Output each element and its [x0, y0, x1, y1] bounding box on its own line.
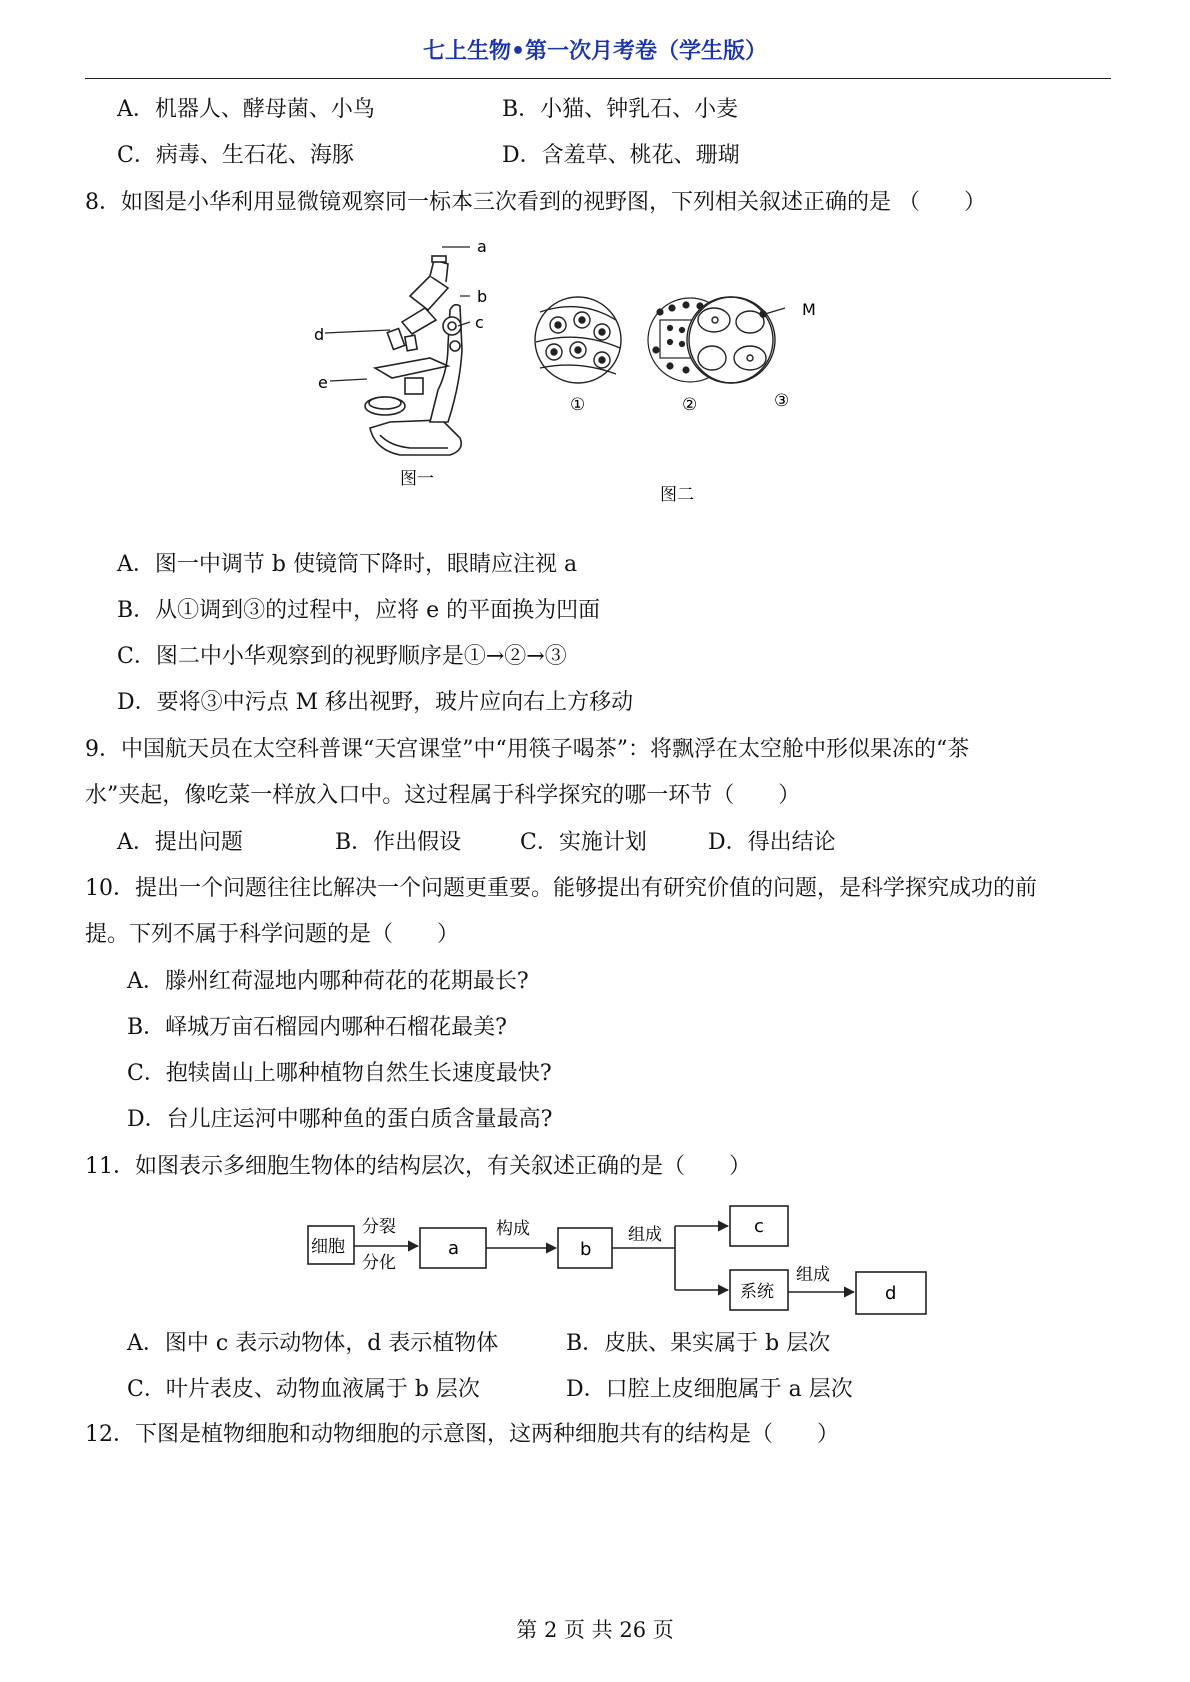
label-m: M [802, 300, 816, 319]
q9-option-b: B．作出假设 [335, 830, 462, 855]
label-d: d [314, 325, 325, 344]
q8-stem: 8．如图是小华利用显微镜观察同一标本三次看到的视野图，下列相关叙述正确的是 （ ） [85, 190, 986, 215]
q7-option-a: A．机器人、酵母菌、小鸟 [117, 97, 375, 122]
q8-option-d: D．要将③中污点 M 移出视野，玻片应向右上方移动 [117, 690, 634, 715]
q11-option-d: D．口腔上皮细胞属于 a 层次 [566, 1377, 853, 1402]
q8-option-b: B．从①调到③的过程中，应将 e 的平面换为凹面 [117, 598, 601, 623]
label-e: e [318, 373, 328, 392]
q10-option-b: B．峄城万亩石榴园内哪种石榴花最美? [127, 1015, 507, 1040]
q9-option-a: A．提出问题 [117, 830, 243, 855]
label-b: b [477, 287, 488, 306]
q10-stem-line2: 提。下列不属于科学问题的是（ ） [85, 922, 460, 947]
view-3-number: ③ [774, 391, 790, 411]
view-3-field [687, 297, 773, 383]
q11-option-a: A．图中 c 表示动物体，d 表示植物体 [127, 1331, 499, 1356]
header-rule [85, 78, 1111, 79]
q11-option-c: C．叶片表皮、动物血液属于 b 层次 [127, 1377, 480, 1402]
q9-stem-line1: 9．中国航天员在太空科普课“天宫课堂”中“用筷子喝茶”：将飘浮在太空舱中形似果冻的“茶 [85, 737, 970, 762]
diagram-cell: 细胞 [311, 1237, 345, 1257]
q7-option-d: D．含羞草、桃花、珊瑚 [502, 143, 740, 168]
diagram-split: 分裂 [362, 1217, 396, 1237]
q10-stem-line1: 10．提出一个问题往往比解决一个问题更重要。能够提出有研究价值的问题，是科学探究成功的前 [85, 876, 1037, 901]
label-c: c [475, 313, 484, 332]
q11-option-b: B．皮肤、果实属于 b 层次 [566, 1331, 831, 1356]
fig2-caption: 图二 [660, 485, 694, 505]
q11-structure-diagram [300, 1198, 940, 1318]
diagram-a: a [448, 1238, 460, 1259]
q8-option-c: C．图二中小华观察到的视野顺序是①→②→③ [117, 644, 567, 669]
view-2-number: ② [682, 395, 698, 415]
fig1-caption: 图一 [400, 469, 434, 489]
diagram-compose-2: 组成 [628, 1225, 662, 1245]
label-a: a [477, 237, 487, 256]
diagram-b: b [580, 1239, 592, 1260]
q9-stem-line2: 水”夹起，像吃菜一样放入口中。这过程属于科学探究的哪一环节（ ） [85, 783, 801, 808]
diagram-d: d [885, 1283, 897, 1304]
q8-figure [314, 237, 890, 510]
diagram-c: c [754, 1216, 764, 1237]
page-header-title: 七上生物•第一次月考卷（学生版） [422, 39, 768, 64]
page-number: 第 2 页 共 26 页 [516, 1618, 674, 1642]
q10-option-a: A．滕州红荷湿地内哪种荷花的花期最长? [127, 969, 529, 994]
view-1-number: ① [570, 395, 586, 415]
q8-option-a: A．图一中调节 b 使镜筒下降时，眼睛应注视 a [117, 552, 578, 577]
q7-option-c: C．病毒、生石花、海豚 [117, 143, 354, 168]
diagram-compose-1: 构成 [496, 1219, 530, 1239]
q10-option-d: D．台儿庄运河中哪种鱼的蛋白质含量最高? [127, 1107, 553, 1132]
q9-option-d: D．得出结论 [708, 830, 836, 855]
view-1-field [535, 297, 621, 383]
q7-option-b: B．小猫、钟乳石、小麦 [502, 97, 739, 122]
q12-stem: 12．下图是植物细胞和动物细胞的示意图，这两种细胞共有的结构是（ ） [85, 1422, 839, 1447]
microscope-illustration [365, 256, 462, 455]
q10-option-c: C．抱犊崮山上哪种植物自然生长速度最快? [127, 1061, 552, 1086]
diagram-system: 系统 [740, 1282, 774, 1302]
diagram-differentiate: 分化 [362, 1253, 396, 1273]
q9-option-c: C．实施计划 [520, 830, 647, 855]
diagram-compose-3: 组成 [796, 1265, 830, 1285]
q11-stem: 11．如图表示多细胞生物体的结构层次，有关叙述正确的是（ ） [85, 1154, 751, 1179]
